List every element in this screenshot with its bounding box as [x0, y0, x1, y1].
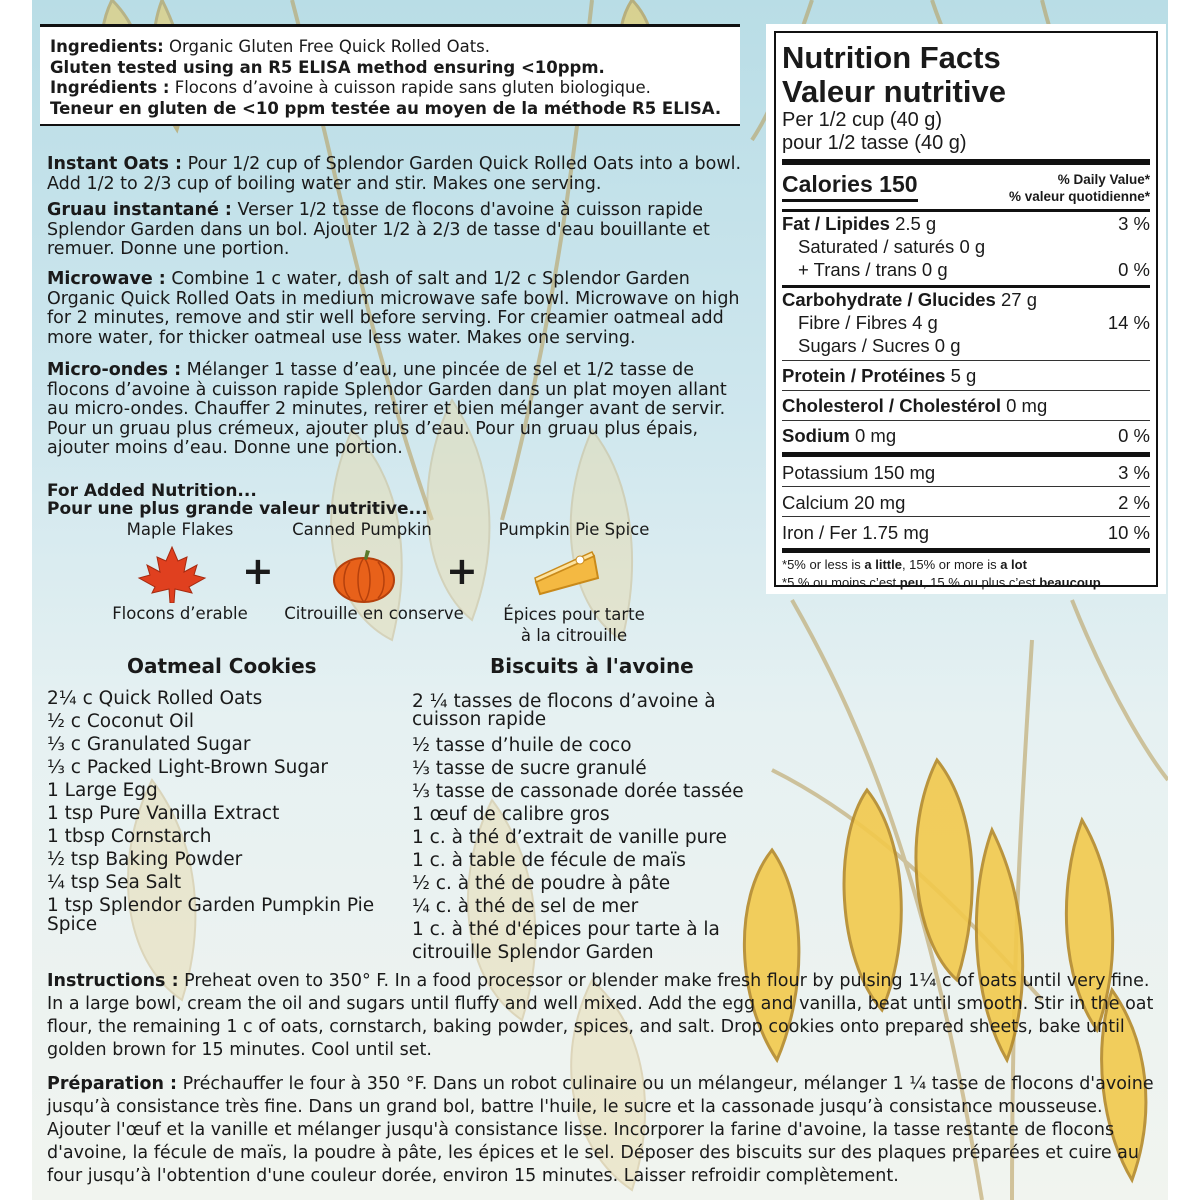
nutrient-row-iron: Iron / Fer 1.75 mg 10 % — [782, 522, 1150, 543]
nutrient-row-calcium: Calcium 20 mg 2 % — [782, 492, 1150, 513]
nutrient-row-cholesterol: Cholesterol / Cholestérol 0 mg — [782, 395, 1048, 416]
gluten-test-fr: Teneur en gluten de <10 ppm testée au moyen de la méthode R5 ELISA. — [50, 98, 722, 118]
pumpkin-icon — [330, 548, 398, 604]
nutrition-facts-panel — [766, 24, 1166, 594]
list-item: 1 tsp Splendor Garden Pumpkin Pie — [47, 895, 375, 916]
list-item: 1 c. à table de fécule de maïs — [412, 850, 686, 871]
ingredients-en — [50, 37, 730, 58]
label-page — [32, 0, 1168, 1200]
nutrient-row-protein: Protein / Protéines 5 g — [782, 365, 977, 386]
recipe-list-fr — [412, 693, 744, 964]
list-item: ⅓ c Granulated Sugar — [47, 734, 251, 755]
list-item: ½ tasse d’huile de coco — [412, 735, 632, 756]
instant-oats-fr: Gruau instantané : Verser 1/2 tasse de flocons d'avoine à cuisson rapide Splendor Garden dans un bol. Ajouter 1/2 à 2/3 de tasse d'eau bouillante et remuer. Donne une portion. — [47, 200, 710, 259]
recipe-title-fr: Biscuits à l'avoine — [490, 654, 694, 678]
nutrient-row-carbohydrate: Carbohydrate / Glucides 27 g — [782, 289, 1037, 310]
list-item: ½ c. à thé de poudre à pâte — [412, 873, 671, 894]
maple-flakes-label-en: Maple Flakes — [126, 520, 234, 539]
ingredients-en-text: Organic Gluten Free Quick Rolled Oats. — [169, 37, 491, 56]
nutrient-row-sugars: Sugars / Sucres 0 g — [798, 335, 961, 356]
list-item: ⅓ tasse de cassonade dorée tassée — [412, 781, 744, 802]
list-item: 2¼ c Quick Rolled Oats — [47, 688, 263, 709]
pumpkin-pie-spice-label-fr: Épices pour tarte à la citrouille — [503, 605, 645, 645]
list-item: 1 tsp Pure Vanilla Extract — [47, 803, 280, 824]
maple-flakes-label-fr: Flocons d’erable — [112, 604, 248, 623]
list-item: citrouille Splendor Garden — [412, 942, 654, 963]
list-item: ½ c Coconut Oil — [47, 711, 195, 732]
daily-value-fr: % valeur quotidienne* — [1008, 189, 1150, 204]
list-item: ¼ tsp Sea Salt — [47, 872, 182, 893]
nutrient-row-fibre: Fibre / Fibres 4 g 14 % — [798, 312, 1150, 333]
pumpkin-pie-icon — [532, 548, 602, 598]
recipe-list-en — [47, 687, 375, 935]
list-item: ⅓ tasse de sucre granulé — [412, 758, 647, 779]
calories: Calories 150 — [782, 171, 918, 202]
instant-oats-en: Instant Oats : Pour 1/2 cup of Splendor Garden Quick Rolled Oats into a bowl. Add 1/2 to 2/3 cup of boiling water and stir. Makes one serving. — [47, 154, 742, 194]
canned-pumpkin-label-en: Canned Pumpkin — [292, 520, 432, 539]
list-item: ½ tsp Baking Powder — [47, 849, 243, 870]
daily-value-en: % Daily Value* — [1057, 172, 1150, 187]
list-item: 1 c. à thé d'épices pour tarte à la — [412, 919, 720, 940]
nutrient-row-sodium: Sodium 0 mg 0 % — [782, 425, 1150, 446]
nutrient-row-trans: + Trans / trans 0 g 0 % — [798, 259, 1150, 280]
ingredients-box — [40, 24, 740, 126]
gluten-test-en: Gluten tested using an R5 ELISA method ensuring <10ppm. — [50, 57, 605, 77]
maple-leaf-icon — [137, 545, 207, 603]
nutrition-title-en: Nutrition Facts — [782, 40, 1001, 75]
serving-size-fr: pour 1/2 tasse (40 g) — [782, 132, 967, 154]
ingredients-fr-label: Ingrédients : — [50, 78, 170, 97]
ingredients-fr-text: Flocons d’avoine à cuisson rapide sans gluten biologique. — [174, 78, 651, 97]
nutrient-row-fat: Fat / Lipides 2.5 g 3 % — [782, 213, 1150, 234]
list-item: 1 œuf de calibre gros — [412, 804, 610, 825]
list-item: ⅓ c Packed Light-Brown Sugar — [47, 757, 329, 778]
pumpkin-pie-spice-label-en: Pumpkin Pie Spice — [498, 520, 650, 539]
instructions-en: Instructions : Preheat oven to 350° F. In a food processor or blender make fresh flour by pulsing 1¼ c of oats until very fine. In a large bowl, cream the oil and sugars until fluffy and well mixed. Add the egg and vanilla, beat until smooth. Stir in the oat flour, the remaining 1 c of oats, cornstarch, baking powder, spices, and salt. Drop cookies onto prepared sheets, bake until golden brown for 15 minutes. Cool until set. — [47, 971, 1154, 1060]
recipe-title-en: Oatmeal Cookies — [127, 654, 317, 678]
list-item: Spice — [47, 914, 98, 935]
added-nutrition-heading: For Added Nutrition... Pour une plus grande valeur nutritive... — [47, 481, 428, 519]
plus-sign-2: + — [446, 549, 478, 593]
list-item: 1 Large Egg — [47, 780, 158, 801]
nutrition-title-fr: Valeur nutritive — [782, 74, 1006, 109]
instructions-fr: Préparation : Préchauffer le four à 350 °F. Dans un robot culinaire ou un mélangeur, mélanger 1 ¼ tasse de flocons d'avoine jusqu’à consistance très fine. Dans un grand bol, battre l'huile, le sucre et la cassonade jusqu’à consistance mousseuse. Ajouter l'œuf et la vanille et mélanger jusqu'à consistance lisse. Incorporer la farine d'avoine, la tasse restante de flocons d'avoine, la fécule de maïs, la poudre à pâte, les épices et le sel. Déposer des biscuits sur des plaques préparées et cuire au four jusqu’à l'obtention d'une couleur dorée, environ 15 minutes. Laisser refroidir complètement. — [47, 1074, 1154, 1186]
microwave-fr: Micro-ondes : Mélanger 1 tasse d’eau, une pincée de sel et 1/2 tasse de flocons d’avoine à cuisson rapide Splendor Garden dans un plat moyen allant au micro-ondes. Chauffer 2 minutes, retirer et bien mélanger avant de servir. Pour un gruau plus crémeux, ajouter plus d’eau. Pour un gruau plus épais, ajouter moins d’eau. Donne une portion. — [47, 360, 727, 458]
list-item: 1 c. à thé d’extrait de vanille pure — [412, 827, 727, 848]
serving-size-en: Per 1/2 cup (40 g) — [782, 109, 943, 131]
nutrient-row-potassium: Potassium 150 mg 3 % — [782, 462, 1150, 483]
nutrient-row-saturated: Saturated / saturés 0 g — [798, 236, 986, 257]
microwave-en: Microwave : Combine 1 c water, dash of salt and 1/2 c Splendor Garden Organic Quick Rolled Oats in medium microwave safe bowl. Microwave on high for 2 minutes, remove and stir well before serving. For creamier oatmeal add more water, for thicker oatmeal use less water. Makes one serving. — [47, 269, 740, 348]
ingredients-en-label: Ingredients: — [50, 37, 164, 56]
list-item: 1 tbsp Cornstarch — [47, 826, 212, 847]
canned-pumpkin-label-fr: Citrouille en conserve — [284, 604, 464, 623]
list-item: cuisson rapide — [412, 709, 547, 730]
nutrition-footnote: *5% or less is a little, 15% or more is a lot *5 % ou moins c’est peu, 15 % ou plus c’est beaucoup — [782, 557, 1101, 590]
list-item: 2 ¼ tasses de flocons d’avoine à — [412, 691, 716, 712]
plus-sign-1: + — [242, 549, 274, 593]
list-item: ¼ c. à thé de sel de mer — [412, 896, 639, 917]
